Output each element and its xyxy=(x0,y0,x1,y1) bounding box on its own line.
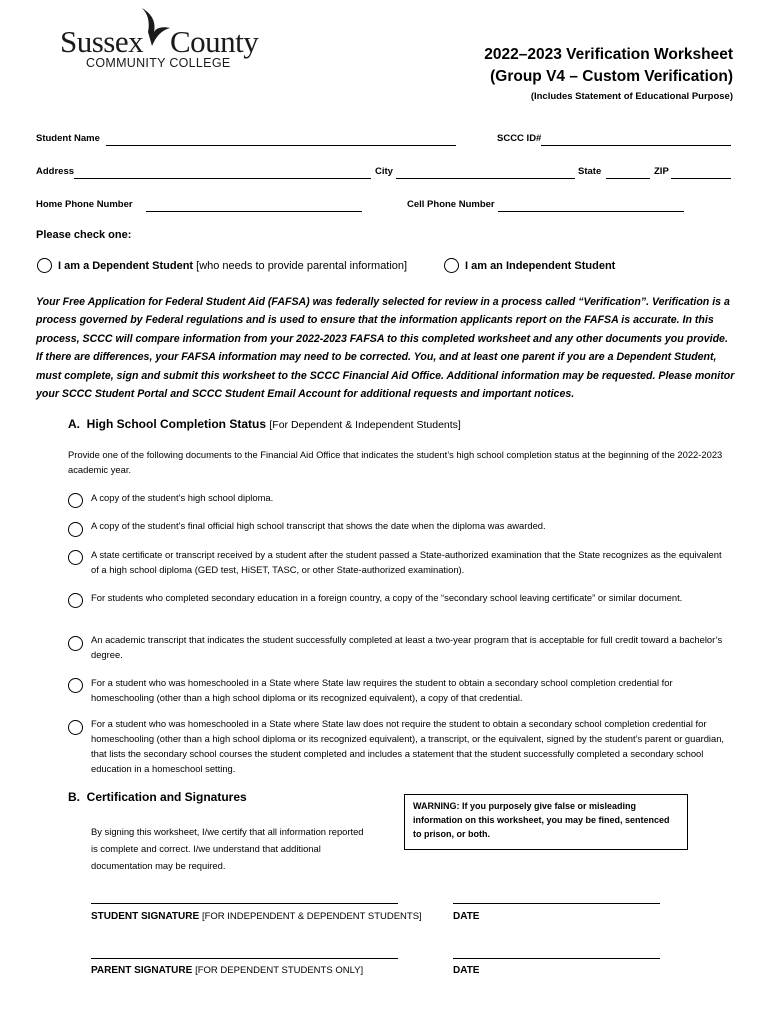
student-date-text: DATE xyxy=(453,911,480,922)
section-a-note: [For Dependent & Independent Students] xyxy=(269,419,461,431)
independent-student-radio[interactable] xyxy=(444,258,459,273)
option-homeschool-credential-text: For a student who was homeschooled in a State where State law requires the student to obtain a secondary school completion credential for homeschooling (other than a high school diploma or its recognized equivalent), a copy of that credential. xyxy=(91,677,673,703)
address-label: Address xyxy=(36,166,75,177)
home-phone-label: Home Phone Number xyxy=(36,199,133,210)
option-homeschool-credential-radio[interactable] xyxy=(68,678,83,693)
student-name-field[interactable] xyxy=(106,145,456,146)
city-label: City xyxy=(375,166,393,177)
option-homeschool-transcript-radio[interactable] xyxy=(68,720,83,735)
section-a-letter: A. xyxy=(68,417,80,431)
parent-date-field[interactable] xyxy=(453,958,660,959)
address-field[interactable] xyxy=(74,178,371,179)
cell-phone-label: Cell Phone Number xyxy=(407,199,495,210)
option-foreign-certificate-radio[interactable] xyxy=(68,593,83,608)
option-diploma-text: A copy of the student’s high school diploma. xyxy=(91,492,274,503)
section-a-heading xyxy=(68,417,461,431)
section-a-instructions: Provide one of the following documents to the Financial Aid Office that indicates the student’s high school completion status at the beginning of the 2022-2023 academic year. xyxy=(68,449,723,475)
state-label: State xyxy=(578,166,602,177)
worksheet-subtitle: (Includes Statement of Educational Purpose) xyxy=(530,91,733,102)
option-transcript-radio[interactable] xyxy=(68,522,83,537)
option-academic-transcript-radio[interactable] xyxy=(68,636,83,651)
verification-intro: Your Free Application for Federal Student Aid (FAFSA) was federally selected for review in a process called “Verification”. Verification is a process governed by Federal regulations and is used to ensure that the information applicants report on the FAFSA is accurate. In this process, SCCC will compare information from your 2022-2023 FAFSA to this completed worksheet and any other documents you provide. If there are differences, your FAFSA information may need to be corrected. You, and at least one parent if you are a Dependent Student, must complete, sign and submit this worksheet to the SCCC Financial Aid Office. Additional information may be requested. Please monitor your SCCC Student Portal and SCCC Student Email Account for additional requests and important notices. xyxy=(36,296,735,401)
student-signature-label xyxy=(91,911,422,922)
option-diploma-radio[interactable] xyxy=(68,493,83,508)
certification-text: By signing this worksheet, I/we certify that all information reported is complete and correct. I/we understand that additional documentation may be required. xyxy=(91,826,364,871)
college-logo xyxy=(60,6,275,72)
section-b-letter: B. xyxy=(68,790,80,804)
zip-field[interactable] xyxy=(671,178,731,179)
student-name-label: Student Name xyxy=(36,133,100,144)
sccc-id-field[interactable] xyxy=(541,145,731,146)
city-field[interactable] xyxy=(396,178,575,179)
section-b-heading xyxy=(68,790,247,804)
logo-name-sussex: Sussex xyxy=(60,24,144,59)
section-a-title: High School Completion Status xyxy=(86,417,267,431)
student-signature-bold: STUDENT SIGNATURE xyxy=(91,911,200,922)
logo-subtitle: COMMUNITY COLLEGE xyxy=(86,56,231,70)
independent-student-bold: I am an Independent Student xyxy=(465,260,616,272)
option-transcript-text: A copy of the student’s final official high school transcript that shows the date when the diploma was awarded. xyxy=(91,520,546,531)
dependent-student-radio[interactable] xyxy=(37,258,52,273)
option-academic-transcript-text: An academic transcript that indicates the student successfully completed at least a two-year program that is acceptable for full credit toward a bachelor’s degree. xyxy=(91,634,723,660)
check-one-prompt: Please check one: xyxy=(36,229,132,241)
worksheet-group: (Group V4 – Custom Verification) xyxy=(490,68,733,85)
zip-label: ZIP xyxy=(654,166,669,177)
student-signature-note: [FOR INDEPENDENT & DEPENDENT STUDENTS] xyxy=(201,911,422,922)
dependent-student-note: [who needs to provide parental information] xyxy=(196,260,408,272)
parent-date-label xyxy=(453,965,479,976)
parent-date-text: DATE xyxy=(453,965,480,976)
option-state-certificate-text: A state certificate or transcript received by a student after the student passed a State-authorized examination that the State recognizes as the equivalent of a high school diploma (GED test, HiSET, TASC, or other State-authorized examination). xyxy=(91,549,722,575)
dependent-student-label xyxy=(58,260,407,272)
cell-phone-field[interactable] xyxy=(498,211,684,212)
parent-signature-bold: PARENT SIGNATURE xyxy=(91,965,193,976)
state-field[interactable] xyxy=(606,178,650,179)
dependent-student-bold: I am a Dependent Student xyxy=(58,260,194,272)
student-date-field[interactable] xyxy=(453,903,660,904)
section-b-title: Certification and Signatures xyxy=(86,790,247,804)
student-signature-field[interactable] xyxy=(91,903,398,904)
leaf-icon xyxy=(138,6,174,50)
option-foreign-certificate-text: For students who completed secondary education in a foreign country, a copy of the “secondary school leaving certificate” or similar document. xyxy=(91,592,683,603)
independent-student-label xyxy=(465,260,615,272)
worksheet-title: 2022–2023 Verification Worksheet xyxy=(484,46,733,63)
parent-signature-note: [FOR DEPENDENT STUDENTS ONLY] xyxy=(195,965,364,976)
logo-name-county: County xyxy=(170,24,259,59)
parent-signature-field[interactable] xyxy=(91,958,398,959)
parent-signature-label xyxy=(91,965,363,976)
warning-box: WARNING: If you purposely give false or misleading information on this worksheet, you may be fined, sentenced to prison, or both. xyxy=(404,794,688,850)
option-state-certificate-radio[interactable] xyxy=(68,550,83,565)
home-phone-field[interactable] xyxy=(146,211,362,212)
sccc-id-label: SCCC ID# xyxy=(497,133,542,144)
option-homeschool-transcript-text: For a student who was homeschooled in a State where State law does not require the student to obtain a secondary school completion credential for homeschooling (other than a high school diploma or its recognized equivalent), a transcript, or the equivalent, signed by the student’s parent or guardian, that lists the secondary school courses the student completed and includes a statement that the student successfully completed a secondary school education in a homeschool setting. xyxy=(91,718,725,774)
student-date-label xyxy=(453,911,479,922)
